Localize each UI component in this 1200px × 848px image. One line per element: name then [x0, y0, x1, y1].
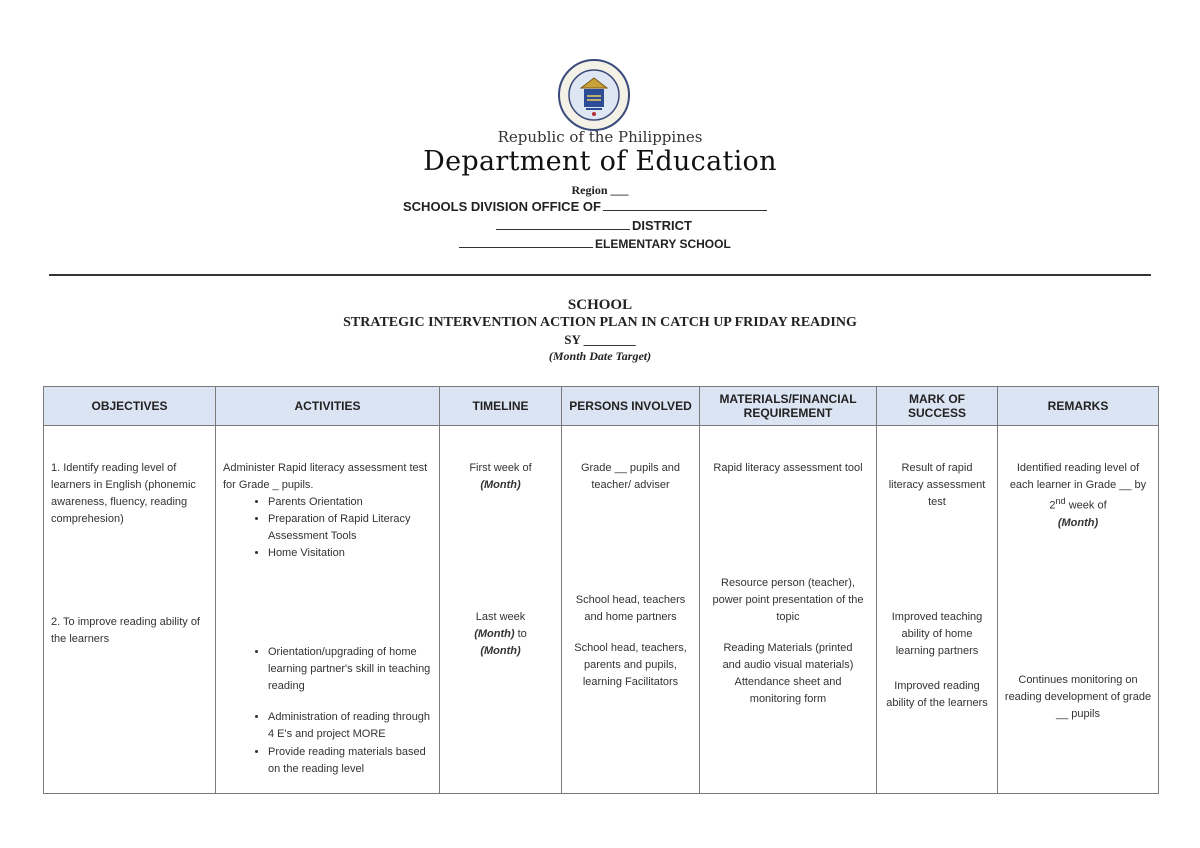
timeline-2-start: (Month) — [474, 628, 515, 641]
persons-3: School head, teachers, parents and pupils, learning Facilitators — [574, 642, 687, 689]
materials-3: Reading Materials (printed and audio visual materials) — [722, 642, 854, 672]
header-objectives: OBJECTIVES — [44, 387, 216, 426]
persons-cell — [562, 426, 700, 794]
timeline-2 — [440, 609, 561, 660]
timeline-2-to: to — [517, 628, 527, 641]
sdo-label: SCHOOLS DIVISION OFFICE OF — [403, 199, 601, 214]
header-persons: PERSONS INVOLVED — [562, 387, 700, 426]
timeline-2-end: (Month) — [480, 645, 521, 658]
objective-1: 1. Identify reading level of learners in English (phonemic awareness, fluency, reading comprehesion) — [51, 462, 196, 526]
header-success: MARK OF SUCCESS — [877, 387, 998, 426]
success-2: Improved teaching ability of home learning partners — [891, 611, 983, 658]
objectives-cell — [44, 426, 216, 794]
activities-cell — [216, 426, 440, 794]
title-line-3: SY ________ — [564, 332, 636, 347]
district-line — [496, 218, 692, 233]
activity-list-2 — [223, 644, 433, 777]
district-label: DISTRICT — [632, 218, 692, 233]
list-item: • Orientation/upgrading of home learning partner's skill in teaching reading — [268, 644, 433, 695]
table-row — [44, 426, 1159, 794]
success-3: Improved reading ability of the learners — [886, 680, 988, 710]
header-activities: ACTIVITIES — [216, 387, 440, 426]
header-remarks: REMARKS — [998, 387, 1159, 426]
timeline-cell — [440, 426, 562, 794]
header-materials: MATERIALS/FINANCIAL REQUIREMENT — [700, 387, 877, 426]
sdo-blank — [603, 200, 767, 211]
table-header-row — [44, 387, 1159, 426]
timeline-1-month: (Month) — [480, 479, 521, 492]
objective-2: 2. To improve reading ability of the learners — [51, 616, 200, 646]
elementary-blank — [459, 237, 593, 248]
persons-1: Grade __ pupils and teacher/ adviser — [580, 462, 681, 492]
list-item: • Provide reading materials based on the reading level — [268, 744, 433, 778]
republic-line: Republic of the Philippines — [497, 128, 703, 146]
sdo-line — [403, 199, 767, 214]
success-1: Result of rapid literacy assessment test — [888, 462, 986, 509]
remarks-1-month: (Month) — [1057, 516, 1099, 529]
title-line-4: (Month Date Target) — [548, 349, 652, 363]
activity-group-2 — [216, 644, 439, 777]
remarks-cell — [998, 426, 1159, 794]
timeline-1 — [440, 426, 561, 494]
persons-2: School head, teachers and home partners — [575, 594, 686, 624]
materials-2: Resource person (teacher), power point presentation of the topic — [712, 577, 864, 624]
action-plan-table — [43, 386, 1159, 794]
timeline-2-text: Last week — [475, 611, 526, 624]
department-name: Department of Education — [423, 146, 777, 177]
elementary-line — [459, 237, 731, 251]
remarks-2: Continues monitoring on reading development of grade __ pupils — [1004, 673, 1152, 720]
activity-list-1 — [216, 494, 439, 562]
timeline-2-range — [440, 626, 561, 643]
materials-1: Rapid literacy assessment tool — [713, 462, 863, 474]
header-timeline: TIMELINE — [440, 387, 562, 426]
remarks-1 — [998, 426, 1158, 532]
district-blank — [496, 219, 630, 230]
header-divider — [49, 274, 1151, 276]
materials-cell — [700, 426, 877, 794]
activity-intro: Administer Rapid literacy assessment test for Grade _ pupils. — [223, 462, 428, 492]
title-line-1: SCHOOL — [567, 297, 633, 313]
elementary-label: ELEMENTARY SCHOOL — [595, 237, 731, 251]
remarks-1-week: week of — [1068, 499, 1107, 512]
materials-4: Attendance sheet and monitoring form — [734, 676, 842, 706]
list-item: • Preparation of Rapid Literacy Assessment Tools — [268, 511, 439, 545]
remarks-1-text: Identified reading level of each learner in Grade __ by 2 — [1009, 462, 1147, 512]
success-cell — [877, 426, 998, 794]
list-item: • Administration of reading through 4 E's and project MORE — [268, 709, 433, 743]
timeline-1-text: First week of — [469, 462, 532, 474]
remarks-1-sup: nd — [1055, 496, 1066, 507]
region-line: Region ___ — [571, 183, 629, 197]
deped-seal-icon — [557, 58, 631, 132]
title-line-2: STRATEGIC INTERVENTION ACTION PLAN IN CATCH UP FRIDAY READING — [343, 315, 857, 330]
list-item: • Parents Orientation — [268, 494, 439, 511]
list-item: • Home Visitation — [268, 545, 439, 562]
